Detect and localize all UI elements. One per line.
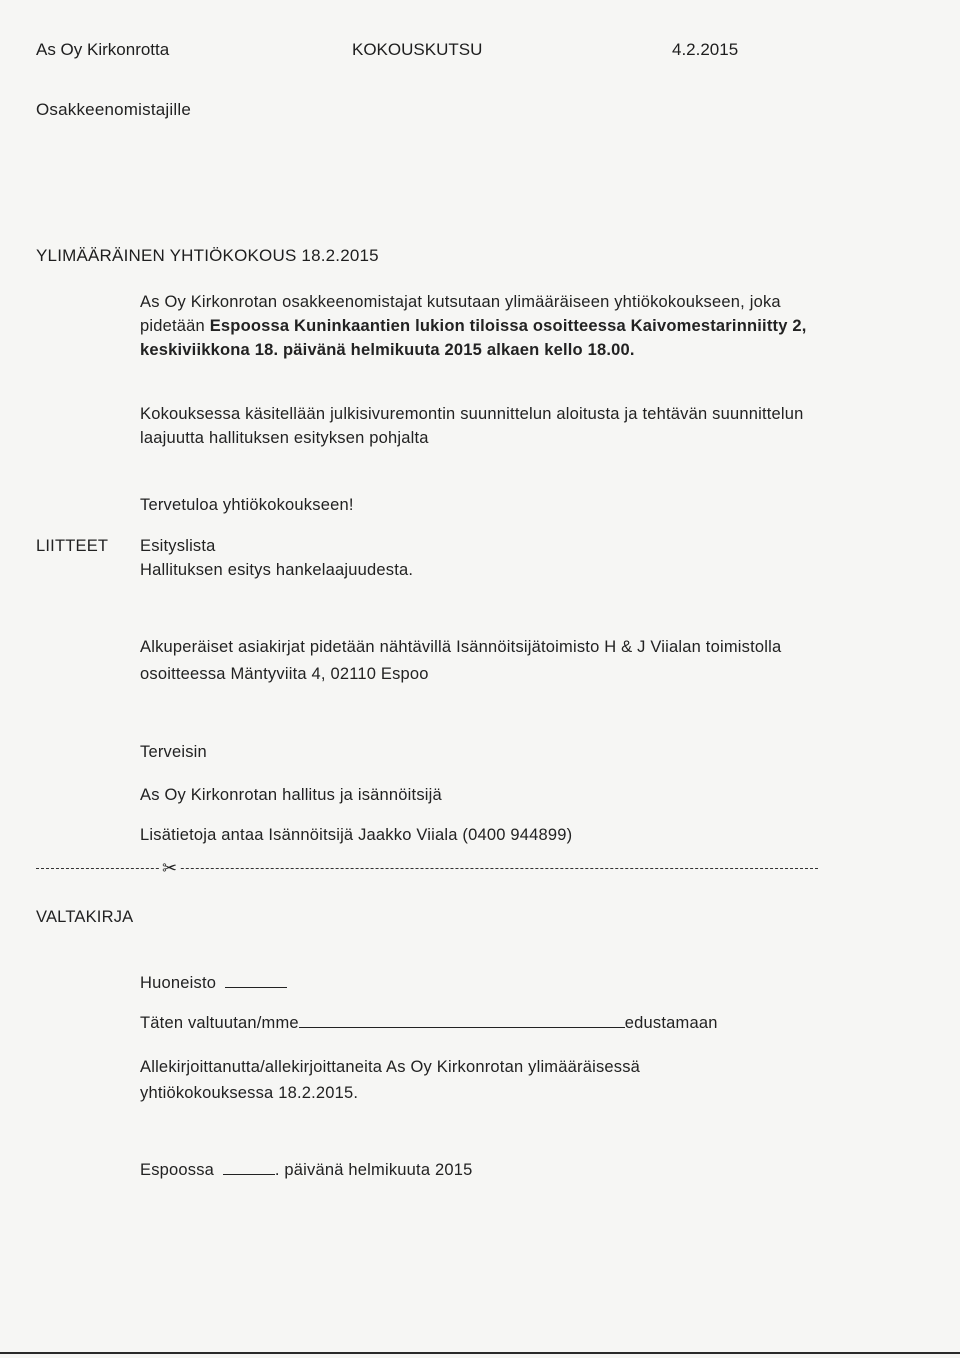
agenda-paragraph: Kokouksessa käsitellään julkisivuremontin suunnittelun aloitusta ja tehtävän suunnittelun laajuutta hallituksen esityksen pohjalta <box>140 405 804 447</box>
authorize-suffix: edustamaan <box>624 1014 718 1032</box>
invitation-intro: As Oy Kirkonrotan osakkeenomistajat kutsutaan ylimääräiseen yhtiökokoukseen, joka pidetään <box>140 293 781 335</box>
documents-note: Alkuperäiset asiakirjat pidetään nähtävillä Isännöitsijätoimisto H & J Viialan toimistolla osoitteessa Mäntyviita 4, 02110 Espoo <box>140 638 782 683</box>
meeting-title: YLIMÄÄRÄINEN YHTIÖKOKOUS 18.2.2015 <box>36 246 379 265</box>
cut-line <box>36 868 818 869</box>
recipient: Osakkeenomistajille <box>36 100 191 119</box>
attachment-item: Esityslista <box>140 537 216 555</box>
document-type: KOKOUSKUTSU <box>352 40 483 59</box>
authorize-prefix: Täten valtuutan/mme <box>140 1014 299 1032</box>
attachments-label: LIITTEET <box>36 537 109 555</box>
authorize-text: Allekirjoittanutta/allekirjoittaneita As Oy Kirkonrotan ylimääräisessä yhtiökokouksessa 18.2.2015. <box>140 1058 641 1102</box>
attachment-item: Hallituksen esitys hankelaajuudesta. <box>140 561 414 579</box>
day-blank[interactable] <box>223 1160 275 1175</box>
proxy-name-blank[interactable] <box>299 1013 625 1028</box>
invitation-paragraph <box>140 290 820 362</box>
authorize-row <box>140 1013 718 1033</box>
scissors-icon: ✂ <box>162 858 178 878</box>
invitation-location: Espoossa Kuninkaantien lukion tiloissa osoitteessa Kaivomestarinniitty 2, keskiviikkona 18. päivänä helmikuuta 2015 alkaen kello 18.00. <box>140 317 807 359</box>
welcome-text: Tervetuloa yhtiökokoukseen! <box>140 496 354 514</box>
proxy-title: VALTAKIRJA <box>36 908 134 926</box>
company-name: As Oy Kirkonrotta <box>36 40 170 59</box>
apartment-row <box>140 973 287 993</box>
apartment-blank[interactable] <box>225 973 287 988</box>
place-date-row <box>140 1160 473 1180</box>
date-suffix: . päivänä helmikuuta 2015 <box>274 1161 473 1179</box>
signature: As Oy Kirkonrotan hallitus ja isännöitsijä <box>140 786 442 804</box>
scan-edge <box>0 1352 960 1354</box>
contact-info: Lisätietoja antaa Isännöitsijä Jaakko Viiala (0400 944899) <box>140 826 573 844</box>
document-date: 4.2.2015 <box>672 40 739 59</box>
apartment-label: Huoneisto <box>140 974 217 992</box>
place-label: Espoossa <box>140 1161 215 1179</box>
greeting: Terveisin <box>140 743 207 761</box>
